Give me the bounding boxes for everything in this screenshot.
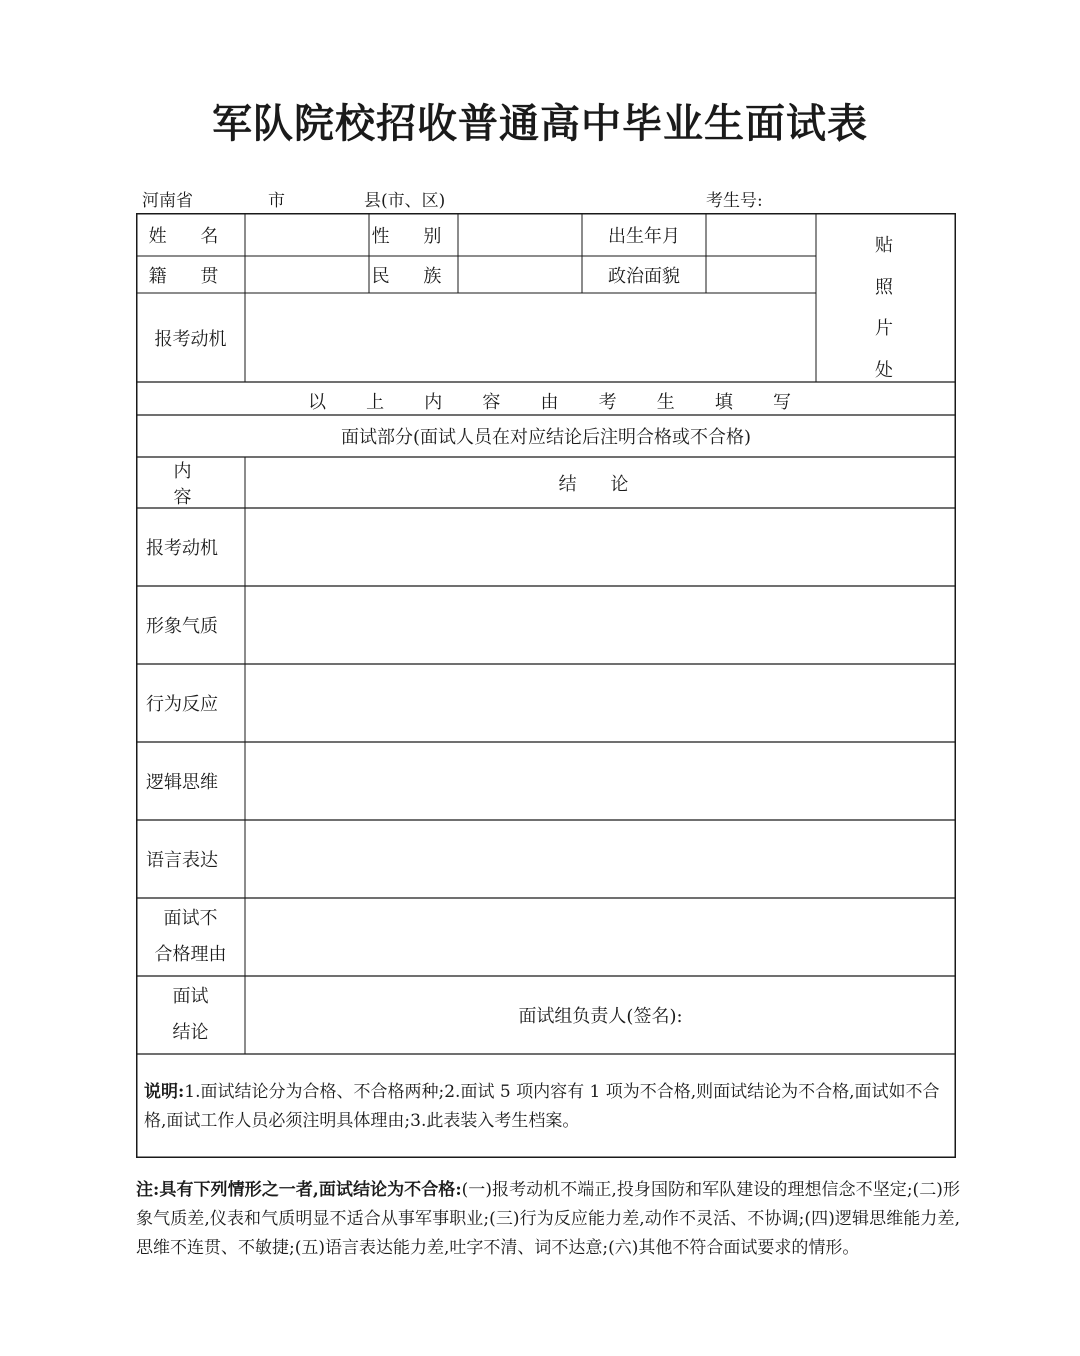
hint-char: 由 bbox=[540, 392, 559, 413]
city-label: 市 bbox=[268, 191, 285, 211]
item-motivation-label: 报考动机 bbox=[146, 538, 218, 559]
footnote-text: (一)报考动机不端正,投身国防和军队建设的理想信念不坚定;(二)形象气质差,仪表和气质明显不适合从事军事职业;(三)行为反应能力差,动作不灵活、不协调;(四)逻辑思维能力差,思维不连贯、不敏捷;(五)语言表达能力差,吐字不清、词不达意;(六)其他不符合面试要求的情形。 bbox=[136, 1180, 960, 1258]
hint-char: 写 bbox=[773, 392, 791, 413]
item-appearance-conclusion[interactable] bbox=[245, 586, 956, 664]
hint-char: 生 bbox=[656, 392, 675, 413]
applicant-fill-hint bbox=[136, 386, 956, 416]
form-title: 军队院校招收普通高中毕业生面试表 bbox=[212, 100, 868, 147]
political-status-label: 政治面貌 bbox=[608, 265, 680, 287]
name-field[interactable] bbox=[245, 213, 369, 256]
conclusion-header: 结 论 bbox=[558, 473, 643, 495]
notes bbox=[144, 1078, 950, 1136]
gender-field[interactable] bbox=[458, 213, 582, 256]
fail-reason-label: 面试不 合格理由 bbox=[154, 908, 227, 965]
item-appearance-label: 形象气质 bbox=[146, 616, 218, 637]
political-status-field[interactable] bbox=[706, 256, 816, 293]
ethnicity-label: 民 族 bbox=[371, 265, 456, 287]
hint-char: 容 bbox=[482, 392, 501, 413]
item-reaction-label: 行为反应 bbox=[146, 694, 218, 715]
hint-char: 以 bbox=[308, 392, 326, 413]
content-header: 内 容 bbox=[173, 460, 218, 508]
gender-label: 性 别 bbox=[371, 225, 456, 247]
birth-field[interactable] bbox=[706, 213, 816, 256]
notes-text: 1.面试结论分为合格、不合格两种;2.面试 5 项内容有 1 项为不合格,则面试结论为不合格,面试如不合格,面试工作人员必须注明具体理由;3.此表装入考生档案。 bbox=[144, 1082, 940, 1131]
hint-char: 填 bbox=[714, 392, 733, 413]
final-conclusion-field[interactable] bbox=[245, 976, 956, 1054]
origin-field[interactable] bbox=[245, 256, 369, 293]
footnote bbox=[136, 1176, 960, 1263]
hint-char: 上 bbox=[366, 392, 385, 413]
signature-label: 面试组负责人(签名): bbox=[518, 1006, 683, 1027]
ethnicity-field[interactable] bbox=[458, 256, 582, 293]
province-label: 河南省 bbox=[142, 191, 193, 211]
final-conclusion-label: 面试 结论 bbox=[172, 986, 209, 1043]
item-logic-conclusion[interactable] bbox=[245, 742, 956, 820]
item-language-conclusion[interactable] bbox=[245, 820, 956, 898]
item-language-label: 语言表达 bbox=[146, 850, 218, 871]
hint-char: 考 bbox=[598, 392, 617, 413]
notes-label: 说明: bbox=[144, 1082, 185, 1102]
origin-label: 籍 贯 bbox=[148, 265, 233, 287]
item-reaction-conclusion[interactable] bbox=[245, 664, 956, 742]
county-label: 县(市、区) bbox=[364, 191, 446, 211]
motivation-field[interactable] bbox=[245, 293, 816, 382]
footnote-label: 注:具有下列情形之一者,面试结论为不合格: bbox=[136, 1180, 462, 1200]
motivation-label: 报考动机 bbox=[154, 328, 227, 350]
item-motivation-conclusion[interactable] bbox=[245, 508, 956, 586]
interview-section-title: 面试部分(面试人员在对应结论后注明合格或不合格) bbox=[340, 427, 752, 448]
item-logic-label: 逻辑思维 bbox=[146, 772, 218, 793]
exam-number-label: 考生号: bbox=[706, 191, 763, 211]
interview-form-table: 姓 名 性 别 出生年月 籍 贯 民 族 政治面貌 报考动机 贴 照 片 处 以 上 内 容 由 考 生 填 写 面试部分(面试人员在对应结论后注明合格或不合格) 内 容 结 论 报考动机 形象气质 行为反应 逻辑思维 语言表达 面试不 合格理由 面试 结论 面试组负责人(签名): 说明:1.面试结论分为合格、不合格两种;2.面试 5 项内容有 1 项为不合格,则面试结论为不合格,面试如不合格,面试工作人员必须注明具体理由;3.此表装入考生档案。 bbox=[136, 213, 956, 1158]
birth-label: 出生年月 bbox=[608, 225, 680, 247]
fail-reason-field[interactable] bbox=[245, 898, 956, 976]
hint-char: 内 bbox=[424, 392, 443, 413]
name-label: 姓 名 bbox=[148, 225, 233, 247]
